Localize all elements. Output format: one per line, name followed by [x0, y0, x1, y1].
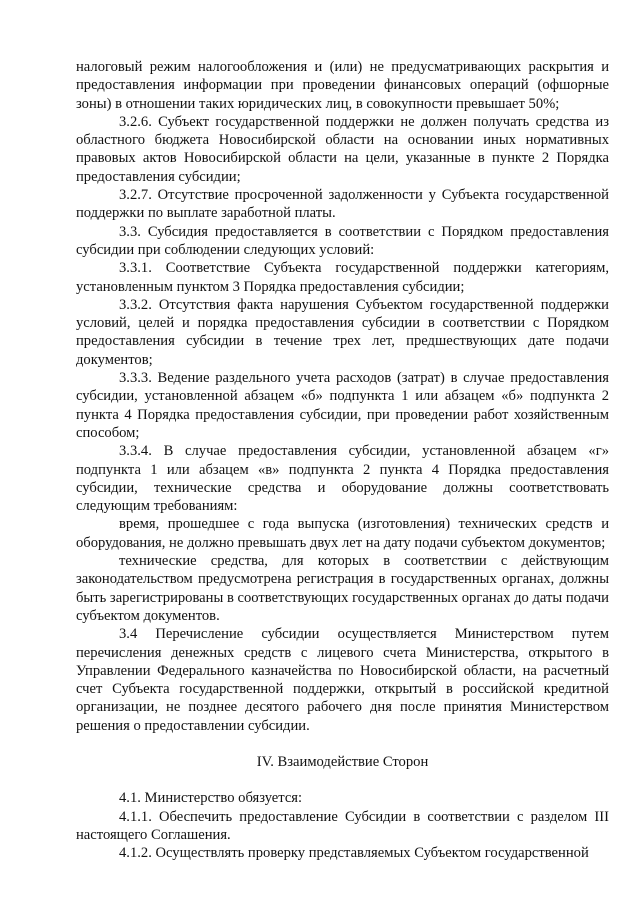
paragraph-4-1-2: 4.1.2. Осуществлять проверку представляемых Субъектом государственной — [119, 845, 589, 862]
paragraph-3-3-3: 3.3.3. Ведение раздельного учета расходов (затрат) в случае предоставления субсидии, установленной абзацем «б» подпункта 1 или абзацем «б» подпункта 2 пункта 4 Порядка предоставления субсидии, при проведении работ хозяйственным способом; — [76, 370, 609, 441]
paragraph-requirement-registration: технические средства, для которых в соответствии с действующим законодательством предусмотрена регистрация в государственных органах, должны быть зарегистрированы в соответствующих государственных органах до даты подачи субъектом документов. — [76, 553, 609, 624]
paragraph-4-1: 4.1. Министерство обязуется: — [119, 790, 303, 807]
section-heading: IV. Взаимодействие Сторон — [256, 753, 429, 770]
paragraph-4-1-1: 4.1.1. Обеспечить предоставление Субсидии в соответствии с разделом III настоящего Соглашения. — [76, 808, 609, 843]
paragraph-3-4: 3.4 Перечисление субсидии осуществляется Министерством путем перечисления денежных средств с лицевого счета Министерства, открытого в Управлении Федерального казначейства по Новосибирской области, на расчетный счет Субъекта государственной поддержки, открытый в российской кредитной организации, не позднее десятого рабочего дня после принятия Министерством решения о предоставлении субсидии. — [76, 626, 609, 734]
paragraph-3-3-1: 3.3.1. Соответствие Субъекта государственной поддержки категориям, установленным пунктом 3 Порядка предоставления субсидии; — [76, 260, 609, 295]
paragraph-3-3-4: 3.3.4. В случае предоставления субсидии, установленной абзацем «г» подпункта 1 или абзацем «в» подпункта 2 пункта 4 Порядка предоставления субсидии, технические средства и оборудование должны соответствовать следующим требованиям: — [76, 443, 609, 515]
document-body — [76, 58, 609, 862]
paragraph-3-3-2: 3.3.2. Отсутствия факта нарушения Субъектом государственной поддержки условий, целей и порядка предоставления субсидии в соответствии с Порядком предоставления субсидии в течение трех лет, предшествующих дате подачи документов; — [76, 296, 609, 368]
paragraph-continuation: налоговый режим налогообложения и (или) не предусматривающих раскрытия и предоставления информации при проведении финансовых операций (офшорные зоны) в отношении таких юридических лиц, в совокупности превышает 50%; — [76, 59, 609, 112]
paragraph-requirement-age: время, прошедшее с года выпуска (изготовления) технических средств и оборудования, не должно превышать двух лет на дату подачи субъектом документов; — [76, 516, 609, 551]
paragraph-3-2-7: 3.2.7. Отсутствие просроченной задолженности у Субъекта государственной поддержки по выплате заработной платы. — [76, 187, 609, 222]
paragraph-3-3: 3.3. Субсидия предоставляется в соответствии с Порядком предоставления субсидии при соблюдении следующих условий: — [76, 223, 609, 258]
paragraph-3-2-6: 3.2.6. Субъект государственной поддержки не должен получать средства из областного бюджета Новосибирской области на основании иных нормативных правовых актов Новосибирской области на цели, указанные в пункте 2 Порядка предоставления субсидии; — [76, 113, 609, 185]
